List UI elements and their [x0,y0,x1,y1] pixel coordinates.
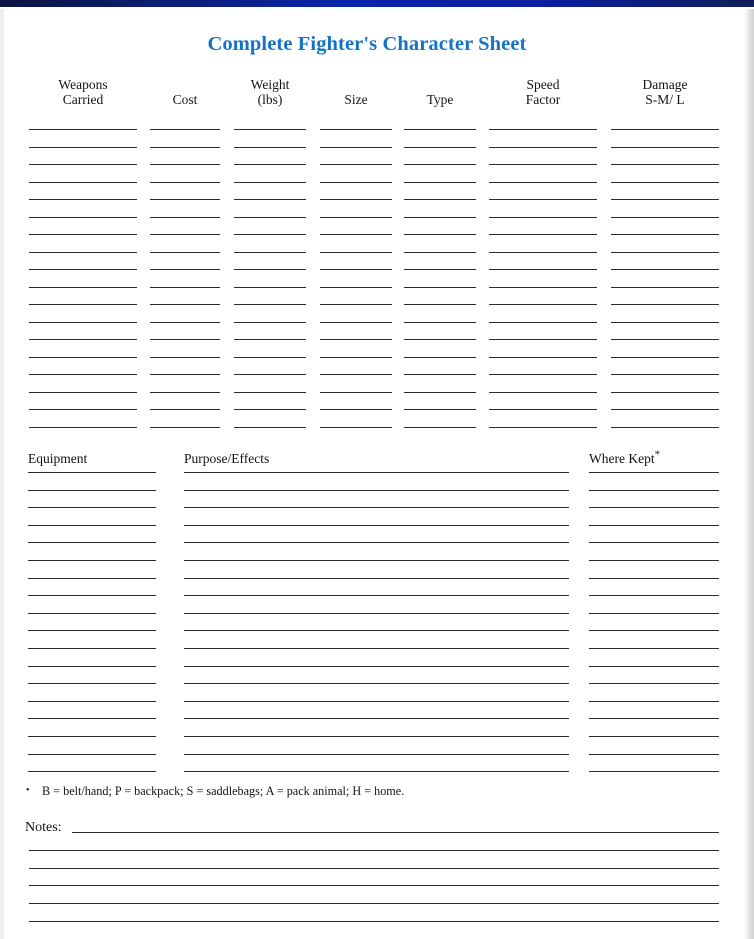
equipment-entry-line[interactable] [28,578,156,579]
weapons-entry-line[interactable] [611,234,719,235]
weapons-entry-line[interactable] [489,164,597,165]
weapons-entry-line[interactable] [29,322,137,323]
weapons-entry-line[interactable] [150,409,220,410]
weapons-entry-line[interactable] [320,217,392,218]
weapons-entry-line[interactable] [320,304,392,305]
equipment-entry-line[interactable] [184,736,569,737]
weapons-entry-line[interactable] [611,427,719,428]
equipment-entry-line[interactable] [184,507,569,508]
weapons-entry-line[interactable] [29,199,137,200]
weapons-entry-line[interactable] [234,322,306,323]
weapons-entry-line[interactable] [611,287,719,288]
weapons-entry-line[interactable] [320,269,392,270]
weapons-entry-line[interactable] [29,252,137,253]
weapons-entry-line[interactable] [489,269,597,270]
weapons-column-header-line1: Damage [642,77,688,92]
equipment-entry-line[interactable] [28,701,156,702]
weapons-column-header-line2: S-M/ L [645,92,685,107]
weapons-entry-line[interactable] [150,322,220,323]
weapons-entry-line[interactable] [234,217,306,218]
weapons-entry-line[interactable] [234,427,306,428]
equipment-entry-line[interactable] [184,472,569,473]
weapons-entry-line[interactable] [489,374,597,375]
weapons-entry-line[interactable] [320,392,392,393]
equipment-entry-line[interactable] [184,666,569,667]
equipment-entry-line[interactable] [589,560,719,561]
weapons-column-header-4 [320,77,392,107]
weapons-entry-line[interactable] [234,409,306,410]
weapons-entry-line[interactable] [320,357,392,358]
equipment-entry-line[interactable] [28,754,156,755]
equipment-column-header-label: Equipment [28,451,88,466]
equipment-entry-line[interactable] [28,595,156,596]
weapons-entry-line[interactable] [29,357,137,358]
weapons-entry-line[interactable] [404,147,476,148]
weapons-entry-line[interactable] [489,287,597,288]
weapons-entry-line[interactable] [150,199,220,200]
weapons-entry-line[interactable] [150,374,220,375]
weapons-entry-line[interactable] [320,322,392,323]
weapons-entry-line[interactable] [29,304,137,305]
weapons-entry-line[interactable] [404,252,476,253]
weapons-entry-line[interactable] [29,287,137,288]
weapons-entry-line[interactable] [150,217,220,218]
equipment-column-header-2 [184,451,269,467]
weapons-entry-line[interactable] [489,427,597,428]
equipment-column-header-label: Where Kept [589,451,655,466]
weapons-column-header-3 [234,77,306,107]
equipment-entry-line[interactable] [589,507,719,508]
weapons-entry-line[interactable] [404,322,476,323]
weapons-entry-line[interactable] [320,234,392,235]
notes-entry-line[interactable] [29,885,719,886]
weapons-entry-line[interactable] [234,374,306,375]
weapons-entry-line[interactable] [404,357,476,358]
equipment-entry-line[interactable] [28,472,156,473]
weapons-entry-line[interactable] [489,409,597,410]
equipment-entry-line[interactable] [28,560,156,561]
equipment-entry-line[interactable] [589,771,719,772]
weapons-entry-line[interactable] [404,234,476,235]
weapons-entry-line[interactable] [29,374,137,375]
weapons-entry-line[interactable] [320,374,392,375]
weapons-entry-line[interactable] [150,304,220,305]
weapons-entry-line[interactable] [234,199,306,200]
weapons-entry-line[interactable] [404,129,476,130]
weapons-entry-line[interactable] [489,199,597,200]
notes-entry-line[interactable] [72,832,719,833]
weapons-entry-line[interactable] [320,164,392,165]
equipment-entry-line[interactable] [28,666,156,667]
weapons-entry-line[interactable] [150,392,220,393]
weapons-column-header-line1: Type [426,92,454,107]
sheet-body [4,9,744,939]
weapons-entry-line[interactable] [234,392,306,393]
weapons-entry-line[interactable] [150,164,220,165]
weapons-entry-line[interactable] [489,339,597,340]
equipment-entry-line[interactable] [28,542,156,543]
equipment-entry-line[interactable] [184,701,569,702]
weapons-entry-line[interactable] [150,287,220,288]
equipment-entry-line[interactable] [28,736,156,737]
weapons-entry-line[interactable] [320,199,392,200]
equipment-column-header-3 [589,448,661,467]
weapons-column-header-2 [150,77,220,107]
weapons-entry-line[interactable] [150,427,220,428]
weapons-entry-line[interactable] [150,339,220,340]
footnote-bullet-icon: • [26,785,30,796]
equipment-entry-line[interactable] [589,525,719,526]
weapons-entry-line[interactable] [404,269,476,270]
weapons-entry-line[interactable] [29,269,137,270]
equipment-entry-line[interactable] [28,718,156,719]
weapons-entry-line[interactable] [404,182,476,183]
equipment-column-header-1 [28,451,87,467]
weapons-entry-line[interactable] [320,147,392,148]
weapons-entry-line[interactable] [404,164,476,165]
equipment-entry-line[interactable] [184,754,569,755]
weapons-entry-line[interactable] [404,339,476,340]
weapons-entry-line[interactable] [320,409,392,410]
weapons-entry-line[interactable] [29,147,137,148]
weapons-entry-line[interactable] [611,392,719,393]
weapons-entry-line[interactable] [489,357,597,358]
weapons-entry-line[interactable] [611,304,719,305]
equipment-entry-line[interactable] [28,613,156,614]
equipment-entry-line[interactable] [589,718,719,719]
weapons-entry-line[interactable] [611,147,719,148]
weapons-column-header-7 [611,77,719,107]
weapons-entry-line[interactable] [29,217,137,218]
equipment-entry-line[interactable] [28,648,156,649]
weapons-entry-line[interactable] [611,409,719,410]
footnote-text: B = belt/hand; P = backpack; S = saddlebags; A = pack animal; H = home. [42,784,405,798]
weapons-entry-line[interactable] [29,392,137,393]
weapons-entry-line[interactable] [320,252,392,253]
weapons-column-header-line1: Size [344,92,368,107]
equipment-entry-line[interactable] [184,542,569,543]
weapons-entry-line[interactable] [234,234,306,235]
weapons-entry-line[interactable] [234,339,306,340]
weapons-entry-line[interactable] [320,427,392,428]
weapons-entry-line[interactable] [611,322,719,323]
weapons-entry-line[interactable] [150,252,220,253]
weapons-entry-line[interactable] [611,199,719,200]
weapons-column-header-line1: Weapons [58,77,108,92]
equipment-entry-line[interactable] [184,525,569,526]
weapons-entry-line[interactable] [234,287,306,288]
weapons-column-header-line1: Weight [250,77,290,92]
weapons-entry-line[interactable] [611,357,719,358]
equipment-entry-line[interactable] [589,666,719,667]
weapons-entry-line[interactable] [234,182,306,183]
weapons-entry-line[interactable] [150,182,220,183]
equipment-entry-line[interactable] [589,736,719,737]
weapons-entry-line[interactable] [234,269,306,270]
weapons-entry-line[interactable] [489,182,597,183]
weapons-column-header-1 [29,77,137,107]
weapons-entry-line[interactable] [29,164,137,165]
weapons-entry-line[interactable] [489,147,597,148]
equipment-entry-line[interactable] [184,683,569,684]
equipment-entry-line[interactable] [184,490,569,491]
equipment-entry-line[interactable] [184,560,569,561]
weapons-entry-line[interactable] [404,199,476,200]
weapons-entry-line[interactable] [489,304,597,305]
notes-entry-line[interactable] [29,903,719,904]
weapons-column-header-line1: Cost [172,92,198,107]
weapons-entry-line[interactable] [234,252,306,253]
weapons-entry-line[interactable] [320,339,392,340]
footnote-marker-icon: * [654,448,661,461]
weapons-entry-line[interactable] [150,147,220,148]
equipment-entry-line[interactable] [184,578,569,579]
weapons-column-header-line2: (lbs) [257,92,283,107]
equipment-entry-line[interactable] [589,754,719,755]
weapons-entry-line[interactable] [150,129,220,130]
equipment-entry-line[interactable] [589,630,719,631]
weapons-entry-line[interactable] [489,392,597,393]
weapons-entry-line[interactable] [29,339,137,340]
weapons-entry-line[interactable] [611,182,719,183]
weapons-entry-line[interactable] [404,217,476,218]
equipment-entry-line[interactable] [184,771,569,772]
weapons-entry-line[interactable] [234,164,306,165]
weapons-entry-line[interactable] [234,129,306,130]
equipment-entry-line[interactable] [589,648,719,649]
equipment-entry-line[interactable] [28,630,156,631]
weapons-entry-line[interactable] [611,269,719,270]
equipment-entry-line[interactable] [589,542,719,543]
weapons-entry-line[interactable] [611,164,719,165]
equipment-entry-line[interactable] [28,771,156,772]
weapons-entry-line[interactable] [489,252,597,253]
weapons-entry-line[interactable] [320,287,392,288]
equipment-entry-line[interactable] [589,578,719,579]
weapons-column-header-line1: Speed [526,77,560,92]
notes-entry-line[interactable] [29,868,719,869]
weapons-entry-line[interactable] [611,339,719,340]
equipment-entry-line[interactable] [589,701,719,702]
weapons-entry-line[interactable] [29,129,137,130]
equipment-entry-line[interactable] [184,613,569,614]
weapons-entry-line[interactable] [611,129,719,130]
equipment-entry-line[interactable] [184,595,569,596]
equipment-column-header-label: Purpose/Effects [184,451,270,466]
weapons-entry-line[interactable] [150,269,220,270]
weapons-column-header-line2: Carried [62,92,104,107]
weapons-entry-line[interactable] [404,374,476,375]
weapons-entry-line[interactable] [234,357,306,358]
equipment-entry-line[interactable] [589,490,719,491]
equipment-entry-line[interactable] [184,718,569,719]
weapons-entry-line[interactable] [611,374,719,375]
equipment-entry-line[interactable] [28,490,156,491]
notes-entry-line[interactable] [29,850,719,851]
weapons-entry-line[interactable] [404,427,476,428]
weapons-entry-line[interactable] [404,392,476,393]
notes-label: Notes: [25,820,62,835]
weapons-entry-line[interactable] [611,217,719,218]
weapons-entry-line[interactable] [29,182,137,183]
scan-top-band [0,0,754,7]
weapons-entry-line[interactable] [489,217,597,218]
weapons-entry-line[interactable] [404,409,476,410]
equipment-entry-line[interactable] [589,472,719,473]
equipment-entry-line[interactable] [184,648,569,649]
equipment-entry-line[interactable] [28,525,156,526]
weapons-column-header-5 [404,77,476,107]
equipment-entry-line[interactable] [28,683,156,684]
equipment-entry-line[interactable] [28,507,156,508]
equipment-entry-line[interactable] [589,683,719,684]
scan-right-edge [744,9,754,939]
weapons-entry-line[interactable] [234,147,306,148]
weapons-entry-line[interactable] [234,304,306,305]
page-title: Complete Fighter's Character Sheet [207,33,527,55]
weapons-entry-line[interactable] [320,182,392,183]
equipment-entry-line[interactable] [589,613,719,614]
weapons-entry-line[interactable] [29,427,137,428]
weapons-column-header-6 [489,77,597,107]
weapons-entry-line[interactable] [320,129,392,130]
weapons-entry-line[interactable] [29,234,137,235]
weapons-entry-line[interactable] [29,409,137,410]
weapons-entry-line[interactable] [404,287,476,288]
weapons-entry-line[interactable] [489,322,597,323]
equipment-entry-line[interactable] [589,595,719,596]
weapons-entry-line[interactable] [404,304,476,305]
equipment-entry-line[interactable] [184,630,569,631]
where-kept-footnote [26,784,404,799]
weapons-entry-line[interactable] [489,234,597,235]
weapons-entry-line[interactable] [150,234,220,235]
notes-entry-line[interactable] [29,921,719,922]
weapons-entry-line[interactable] [150,357,220,358]
weapons-column-header-line2: Factor [525,92,561,107]
weapons-entry-line[interactable] [611,252,719,253]
weapons-entry-line[interactable] [489,129,597,130]
